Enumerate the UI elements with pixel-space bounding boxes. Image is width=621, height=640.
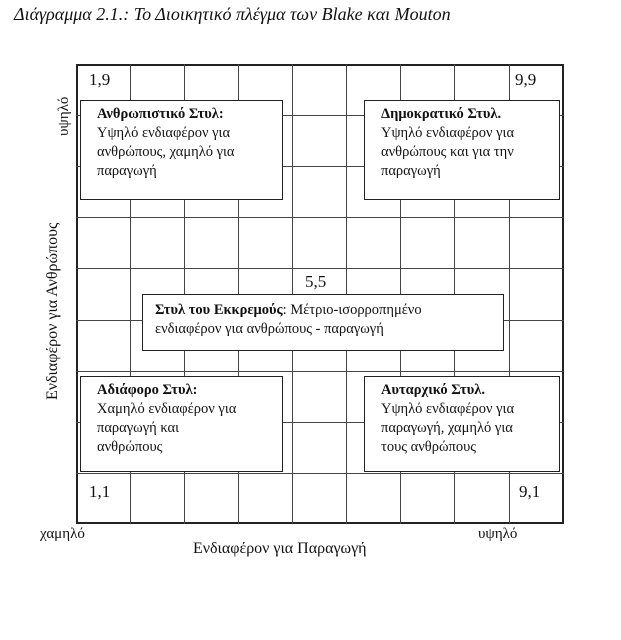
diagram-caption: Διάγραμμα 2.1.: Το Διοικητικό πλέγμα των Blake και Mouton	[14, 4, 451, 24]
grid-hline	[76, 473, 564, 474]
box-title: Δημοκρατικό Στυλ.	[381, 106, 502, 122]
y-axis-high-label: υψηλό	[56, 96, 72, 136]
corner-label-9-9: 9,9	[515, 70, 537, 89]
center-label-5-5: 5,5	[305, 272, 327, 291]
box-line: παραγωγή, χαμηλό για	[381, 420, 513, 436]
grid-hline	[76, 268, 564, 269]
box-indifferent-style	[80, 376, 283, 472]
box-line: Υψηλό ενδιαφέρον για	[381, 401, 515, 417]
y-axis-title: Ενδιαφέρον για Ανθρώπους	[44, 222, 61, 400]
box-line: παραγωγή	[381, 163, 441, 179]
box-humanistic-style	[80, 100, 283, 200]
box-line: τους ανθρώπους	[381, 439, 476, 455]
box-title-rest: : Μέτριο-ισορροπημένο	[282, 302, 422, 318]
corner-label-9-1: 9,1	[519, 482, 541, 501]
box-line: παραγωγή και	[97, 420, 179, 436]
grid-hline	[76, 371, 564, 372]
box-line: ανθρώπους και για την	[381, 144, 514, 160]
box-title: Στυλ του Εκκρεμούς	[155, 302, 283, 318]
box-line: Υψηλό ενδιαφέρον για	[97, 125, 231, 141]
box-title: Ανθρωπιστικό Στυλ:	[97, 106, 224, 122]
corner-label-1-1: 1,1	[89, 482, 111, 501]
grid-hline	[76, 217, 564, 218]
box-line: Υψηλό ενδιαφέρον για	[381, 125, 515, 141]
x-axis-high-label: υψηλό	[478, 526, 518, 542]
box-line: ενδιαφέρον για ανθρώπους - παραγωγή	[155, 321, 384, 337]
x-axis-title: Ενδιαφέρον για Παραγωγή	[193, 540, 367, 557]
corner-label-1-9: 1,9	[89, 70, 111, 89]
box-line: Χαμηλό ενδιαφέρον για	[97, 401, 237, 417]
box-pendulum-style	[142, 294, 504, 351]
box-title: Αυταρχικό Στυλ.	[381, 382, 485, 398]
box-line: ανθρώπους, χαμηλό για	[97, 144, 235, 160]
box-authoritarian-style	[364, 376, 560, 472]
box-title: Αδιάφορο Στυλ:	[97, 382, 198, 398]
box-line: παραγωγή	[97, 163, 157, 179]
box-democratic-style	[364, 100, 560, 200]
box-line: ανθρώπους	[97, 439, 163, 455]
x-axis-low-label: χαμηλό	[40, 526, 85, 542]
box-title-line	[155, 301, 491, 320]
